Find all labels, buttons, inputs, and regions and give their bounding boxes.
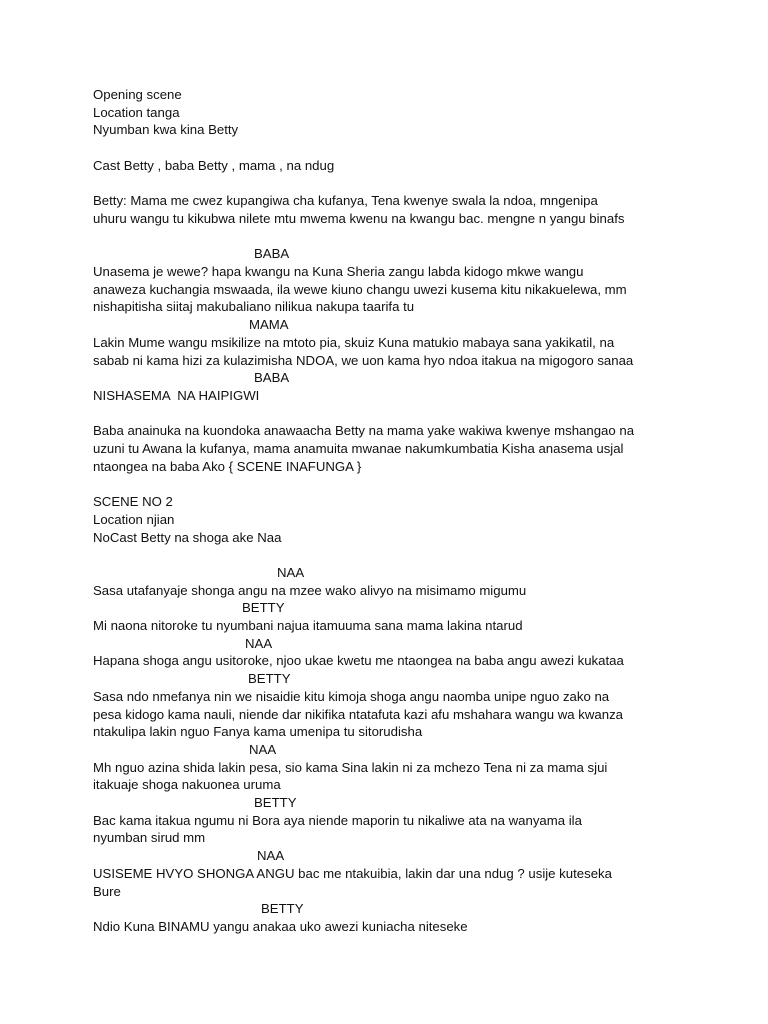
dialogue-line: USISEME HVYO SHONGA ANGU bac me ntakuibia, lakin dar una ndug ? usije kuteseka [93,865,612,881]
character-name: NAA [277,564,305,580]
dialogue-line: Mh nguo azina shida lakin pesa, sio kama Sina lakin ni za mchezo Tena ni za mama sjui [93,759,608,775]
dialogue-line: Unasema je wewe? hapa kwangu na Kuna Sheria zangu labda kidogo mkwe wangu [93,263,584,279]
blank-line [93,546,693,564]
dialogue-line: uhuru wangu tu kikubwa nilete mtu mwema kwenu na kwangu bac. mengne n yangu binafs [93,210,625,226]
character-name: BETTY [242,600,285,616]
cast-line: NoCast Betty na shoga ake Naa [93,529,282,545]
dialogue-line: itakuaje shoga nakuonea uruma [93,777,281,793]
cast-line: Cast Betty , baba Betty , mama , na ndug [93,157,335,173]
dialogue-line: Bac kama itakua ngumu ni Bora aya niende maporin tu nikaliwe ata na wanyama ila [93,812,582,828]
character-name: MAMA [249,317,289,333]
dialogue-line: nyumban sirud mm [93,830,206,846]
dialogue-line: Bure [93,883,121,899]
dialogue-line: pesa kidogo kama nauli, niende dar nikifika ntatafuta kazi afu mshahara wangu wa kwanza [93,706,624,722]
character-name: BETTY [254,795,297,811]
dialogue-line: Ndio Kuna BINAMU yangu anakaa uko awezi kuniacha niteseke [93,918,468,934]
dialogue-line: Hapana shoga angu usitoroke, njoo ukae kwetu me ntaongea na baba angu awezi kukataa [93,653,624,669]
dialogue-line: nishapitisha siitaj makubaliano nilikua nakupa taarifa tu [93,299,415,315]
character-name: NAA [245,635,273,651]
scene-heading: Opening scene [93,87,182,102]
blank-line [93,475,693,493]
scene-location: Location njian [93,511,175,527]
character-name: BETTY [261,901,304,917]
character-name: BABA [254,370,290,386]
action-line: uzuni tu Awana la kufanya, mama anamuita mwanae nakumkumbatia Kisha anasema usjal [93,441,624,456]
dialogue-line: Betty: Mama me cwez kupangiwa cha kufanya, Tena kwenye swala la ndoa, mngenipa [93,193,598,209]
blank-line [93,228,693,246]
action-line: ntaongea na baba Ako { SCENE INAFUNGA } [93,458,362,474]
dialogue-line: Mi naona nitoroke tu nyumbani najua itamuuma sana mama lakina ntarud [93,618,523,633]
scene-heading: SCENE NO 2 [93,494,173,510]
action-line: Baba anainuka na kuondoka anawaacha Betty na mama yake wakiwa kwenye mshangao na [93,423,635,439]
dialogue-line: ntakulipa lakin nguo Fanya kama umenipa tu sitorudisha [93,724,423,740]
blank-line [93,139,693,157]
character-name: BABA [254,246,290,262]
blank-line [93,175,693,193]
scene-setting: Nyumban kwa kina Betty [93,122,239,138]
script-page [93,86,693,936]
character-name: NAA [257,848,285,864]
scene-location: Location tanga [93,104,180,120]
dialogue-line: Sasa ndo nmefanya nin we nisaidie kitu kimoja shoga angu naomba unipe nguo zako na [93,688,610,704]
dialogue-line: NISHASEMA NA HAIPIGWI [93,387,260,403]
character-name: NAA [249,741,277,757]
dialogue-line: Sasa utafanyaje shonga angu na mzee wako alivyo na misimamo migumu [93,582,527,598]
character-name: BETTY [248,671,291,687]
dialogue-line: sabab ni kama hizi za kulazimisha NDOA, we uon kama hyo ndoa itakua na migogoro sanaa [93,352,634,368]
blank-line [93,405,693,423]
dialogue-line: anaweza kuchangia mswaada, ila wewe kiuno changu uwezi kusema kitu nikakuelewa, mm [93,281,627,297]
dialogue-line: Lakin Mume wangu msikilize na mtoto pia, skuiz Kuna matukio mabaya sana yakikatil, na [93,334,615,350]
